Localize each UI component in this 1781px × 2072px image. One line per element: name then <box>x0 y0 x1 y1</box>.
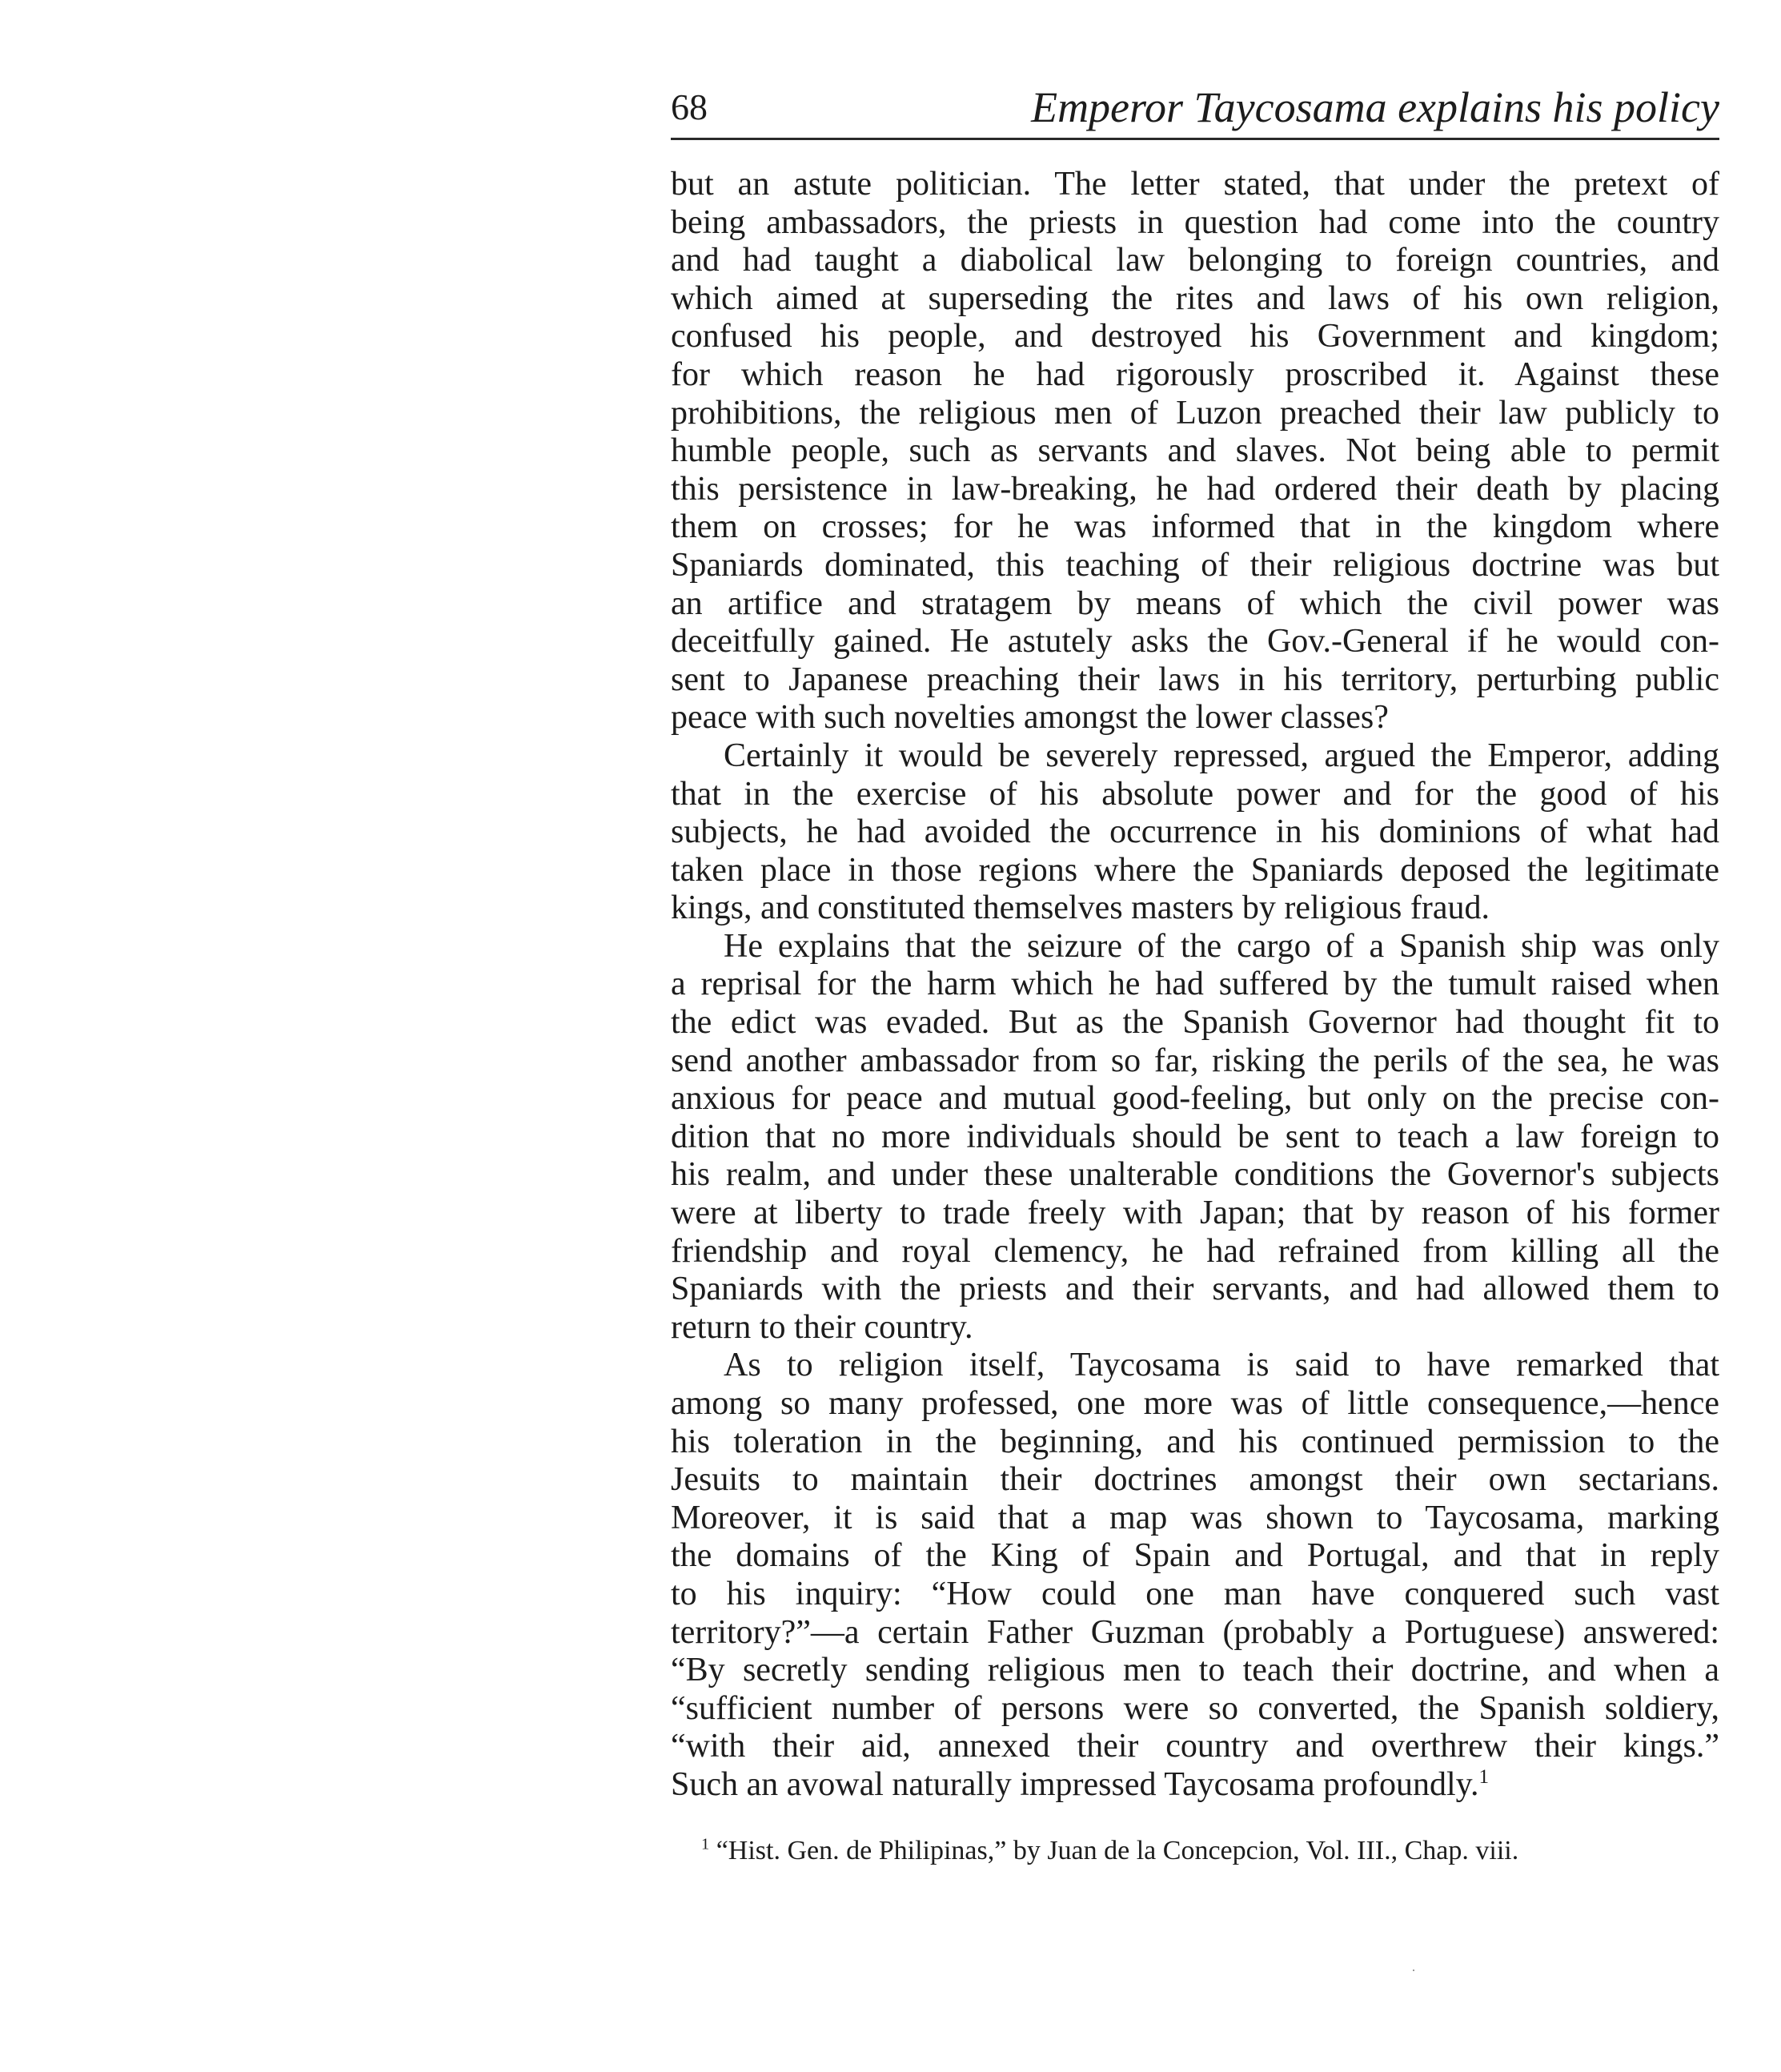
text-line: kings, and constituted themselves masters by religious fraud. <box>671 889 1490 927</box>
text-line: confused his people, and destroyed his Government and kingdom; <box>671 318 1719 355</box>
text-line: As to religion itself, Taycosama is said to have remarked that <box>724 1347 1719 1384</box>
text-line: were at liberty to trade freely with Japan; that by reason of his former <box>671 1195 1719 1232</box>
text-line: humble people, such as servants and slaves. Not being able to permit <box>671 432 1719 470</box>
paragraph-3 <box>671 928 1719 1347</box>
text-line: “sufficient number of persons were so converted, the Spanish soldiery, <box>671 1689 1719 1727</box>
text-line: sent to Japanese preaching their laws in his territory, perturbing public <box>671 661 1719 698</box>
header-rule <box>671 138 1719 140</box>
text-line: dition that no more individuals should be sent to teach a law foreign to <box>671 1118 1719 1155</box>
text-line: among so many professed, one more was of little consequence,—hence <box>671 1385 1719 1422</box>
footnote-marker: 1 <box>701 1835 710 1853</box>
scan-speck <box>1413 1970 1414 1971</box>
text-line: peace with such novelties amongst the lower classes? <box>671 699 1389 737</box>
text-line: Certainly it would be severely repressed, argued the Emperor, adding <box>724 737 1719 774</box>
footnote-text: “Hist. Gen. de Philipinas,” by Juan de la Concepcion, Vol. III., Chap. viii. <box>716 1836 1519 1865</box>
text-line: “By secretly sending religious men to teach their doctrine, and when a <box>671 1652 1719 1689</box>
text-line: subjects, he had avoided the occurrence in his dominions of what had <box>671 813 1719 851</box>
text-line: the domains of the King of Spain and Portugal, and that in reply <box>671 1537 1719 1575</box>
footnote <box>701 1833 1518 1869</box>
paragraph-4 <box>671 1347 1719 1804</box>
text-line: prohibitions, the religious men of Luzon preached their law publicly to <box>671 394 1719 432</box>
page-header <box>671 70 1719 135</box>
text-line: “with their aid, annexed their country and overthrew their kings.” <box>671 1728 1719 1765</box>
text-line: a reprisal for the harm which he had suffered by the tumult raised when <box>671 966 1719 1003</box>
text-line: Jesuits to maintain their doctrines amongst their own sectarians. <box>671 1461 1719 1499</box>
text-line: return to their country. <box>671 1308 973 1346</box>
text-line: them on crosses; for he was informed that in the kingdom where <box>671 508 1719 546</box>
text-line: to his inquiry: “How could one man have conquered such vast <box>671 1575 1719 1612</box>
text-line: friendship and royal clemency, he had refrained from killing all the <box>671 1232 1719 1270</box>
running-title: Emperor Taycosama explains his policy <box>1031 83 1719 131</box>
footnote-reference[interactable]: 1 <box>1478 1765 1490 1788</box>
text-line: an artifice and stratagem by means of which the civil power was <box>671 584 1719 622</box>
text-line: that in the exercise of his absolute power and for the good of his <box>671 775 1719 813</box>
text-line: his realm, and under these unalterable conditions the Governor's subjects <box>671 1156 1719 1194</box>
text-line: the edict was evaded. But as the Spanish Governor had thought fit to <box>671 1004 1719 1042</box>
text-line: taken place in those regions where the Spaniards deposed the legitimate <box>671 851 1719 889</box>
text-line: Spaniards dominated, this teaching of their religious doctrine was but <box>671 546 1719 584</box>
text-line: territory?”—a certain Father Guzman (probably a Portuguese) answered: <box>671 1613 1719 1651</box>
text-line: anxious for peace and mutual good-feeling, but only on the precise con- <box>671 1080 1719 1118</box>
paragraph-1 <box>671 166 1719 737</box>
text-line: Spaniards with the priests and their servants, and had allowed them to <box>671 1271 1719 1308</box>
text-line: and had taught a diabolical law belonging to foreign countries, and <box>671 242 1719 279</box>
text-line: which aimed at superseding the rites and laws of his own religion, <box>671 279 1719 317</box>
text-line: this persistence in law-breaking, he had ordered their death by placing <box>671 470 1719 508</box>
text-line: his toleration in the beginning, and his continued permission to the <box>671 1423 1719 1460</box>
text-line: Moreover, it is said that a map was shown to Taycosama, marking <box>671 1499 1719 1536</box>
text-line: send another ambassador from so far, risking the perils of the sea, he was <box>671 1042 1719 1079</box>
text-line: for which reason he had rigorously proscribed it. Against these <box>671 355 1719 393</box>
text-line: but an astute politician. The letter stated, that under the pretext of <box>671 166 1719 203</box>
body-text <box>671 166 1719 1805</box>
page-number: 68 <box>671 86 708 127</box>
paragraph-2 <box>671 737 1719 928</box>
text-line: deceitfully gained. He astutely asks the Gov.-General if he would con- <box>671 623 1719 661</box>
text-line-final <box>671 1766 1719 1805</box>
text-line-final-content: Such an avowal naturally impressed Taycosama profoundly. <box>671 1765 1479 1803</box>
text-line: being ambassadors, the priests in question had come into the country <box>671 203 1719 241</box>
text-line: He explains that the seizure of the cargo of a Spanish ship was only <box>724 927 1719 965</box>
